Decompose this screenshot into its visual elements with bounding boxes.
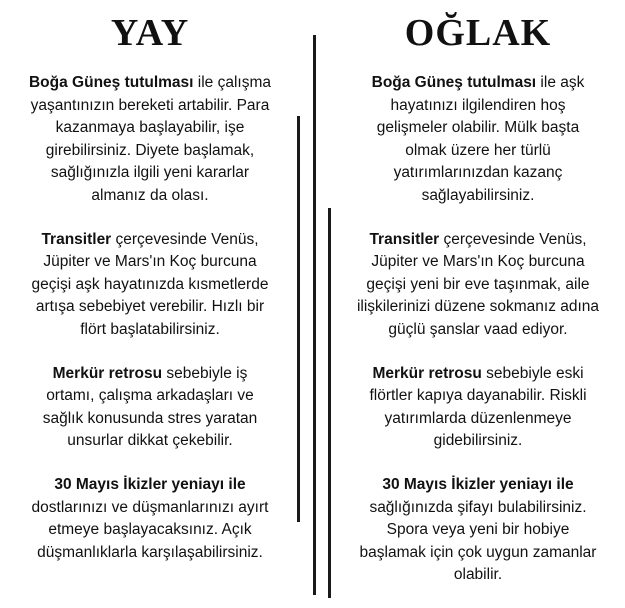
left-paragraph-4 bbox=[2, 474, 298, 564]
right-column-oglak bbox=[330, 0, 625, 608]
left-paragraph-3-bold: Merkür retrosu bbox=[52, 364, 163, 382]
center-divider-line bbox=[313, 35, 316, 595]
right-paragraph-1-text: ile aşk hayatınızı ilgilendiren hoş gelişmeler olabilir. Mülk başta olmak üzere her türlü yatırımlarınızdan kazanç sağlayabilirsiniz. bbox=[376, 74, 585, 204]
right-paragraph-3-text: sebebiyle eski flörtler kapıya dayanabilir. Riskli yatırımlarda düzenlenmeye gidebilirsiniz. bbox=[369, 364, 587, 450]
right-paragraph-4 bbox=[330, 474, 625, 587]
left-paragraph-4-bold: 30 Mayıs İkizler yeniayı ile bbox=[54, 475, 246, 493]
left-paragraph-3-text: sebebiyle iş ortamı, çalışma arkadaşları ve sağlık konusunda stres yaratan unsurlar dikkat çekebilir. bbox=[42, 364, 258, 450]
right-paragraph-4-bold: 30 Mayıs İkizler yeniayı ile bbox=[382, 475, 574, 493]
left-paragraph-4-text: dostlarınızı ve düşmanlarınızı ayırt etmeye başlayacaksınız. Açık düşmanlıklarla karşılaşabilirsiniz. bbox=[31, 498, 269, 561]
left-paragraph-1-text: ile çalışma yaşantınızın bereketi artabilir. Para kazanmaya başlayabilir, işe girebilirsiniz. Diyete başlamak, sağlığınızla ilgili yeni kararlar almanız da olası. bbox=[30, 74, 272, 204]
column-title-yay: YAY bbox=[110, 12, 190, 54]
left-paragraph-2-bold: Transitler bbox=[41, 230, 112, 248]
left-paragraph-1 bbox=[2, 72, 298, 208]
right-paragraph-1-bold: Boğa Güneş tutulması bbox=[371, 74, 537, 91]
left-paragraph-3 bbox=[2, 363, 298, 453]
right-paragraph-2-text: çerçevesinde Venüs, Jüpiter ve Mars'ın Koç burcuna geçişi yeni bir eve taşınmak, aile ilişkilerinizi düzene sokmanız adına güçlü şanslar vaad ediyor. bbox=[356, 230, 600, 338]
left-column-yay bbox=[2, 0, 298, 585]
right-paragraph-4-text: sağlığınızda şifayı bulabilirsiniz. Spora veya yeni bir hobiye başlamak için çok uygun zamanlar olabilir. bbox=[359, 498, 597, 584]
right-paragraph-3 bbox=[330, 363, 625, 453]
right-paragraph-3-bold: Merkür retrosu bbox=[372, 364, 482, 382]
left-paragraph-1-bold: Boğa Güneş tutulması bbox=[28, 74, 194, 91]
column-title-oglak: OĞLAK bbox=[404, 12, 552, 54]
left-paragraph-2 bbox=[2, 229, 298, 342]
right-paragraph-1 bbox=[330, 72, 625, 208]
right-paragraph-2 bbox=[330, 229, 625, 342]
right-paragraph-2-bold: Transitler bbox=[369, 230, 440, 248]
left-paragraph-2-text: çerçevesinde Venüs, Jüpiter ve Mars'ın Koç burcuna geçişi aşk hayatınızda kısmetlerde artışa sebebiyet verebilir. Hızlı bir flört başlatabilirsiniz. bbox=[31, 230, 269, 338]
